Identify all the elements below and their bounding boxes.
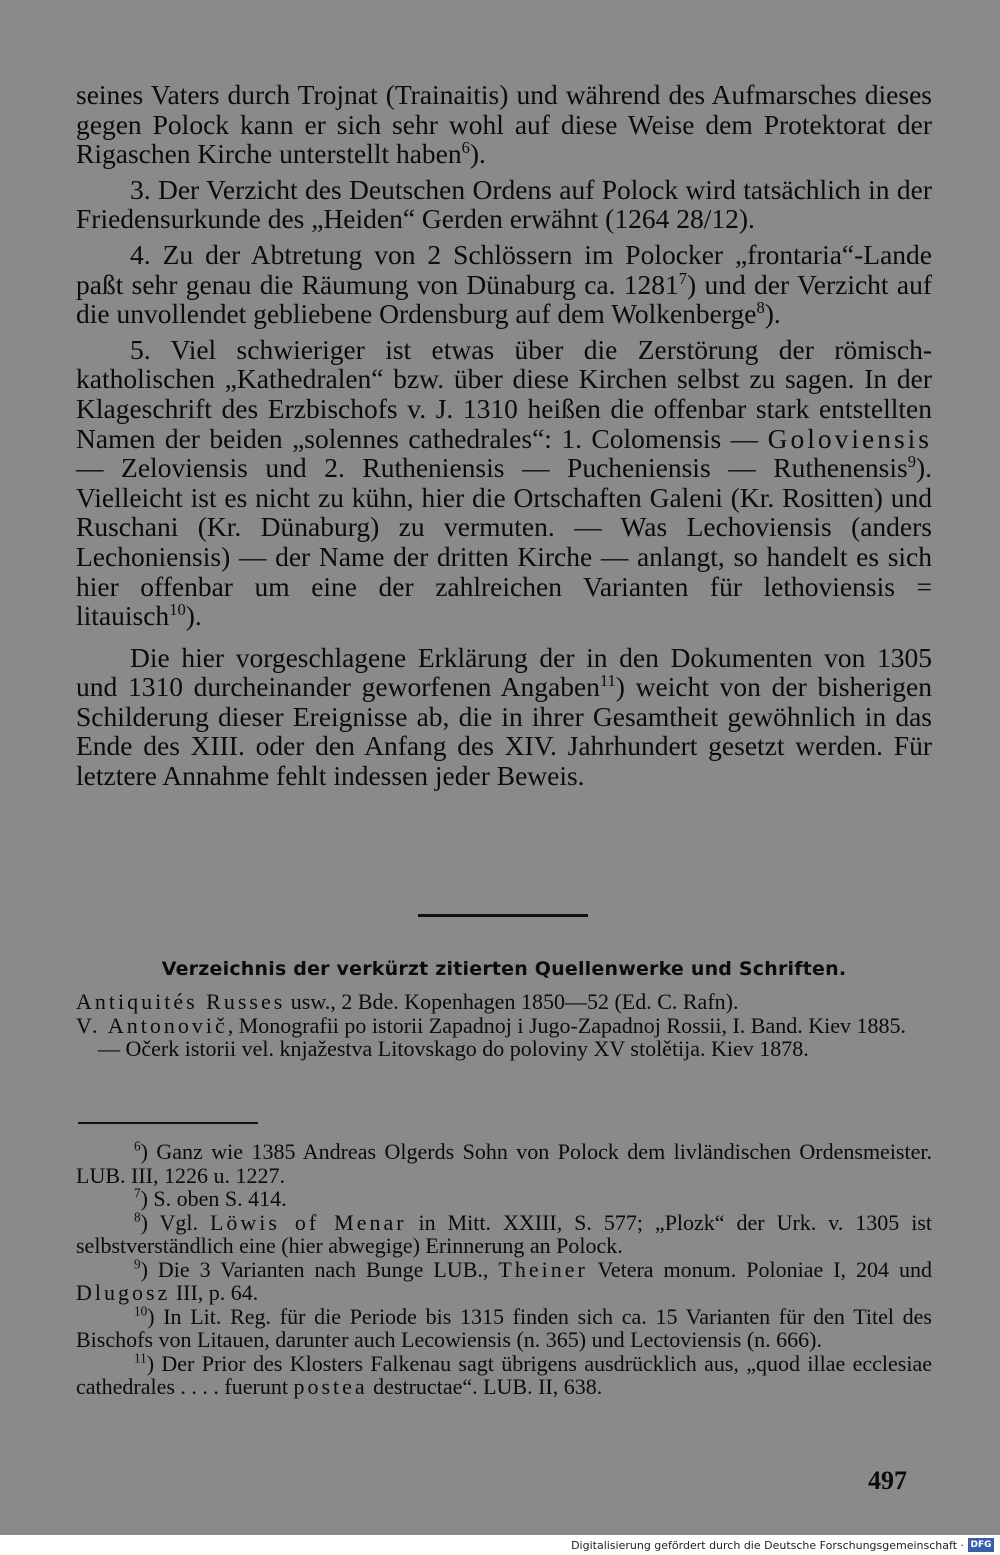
footnote-11 <box>76 1352 932 1399</box>
footnote-8 <box>76 1211 932 1258</box>
text: — Očerk istorii vel. knjažestva Litovskago do poloviny XV stolětija. Kiev 1878. <box>98 1036 809 1061</box>
section-divider <box>418 914 588 917</box>
footnote-10 <box>76 1305 932 1352</box>
bibliography-entry <box>76 990 932 1014</box>
main-text <box>76 80 932 797</box>
footnote-ref[interactable]: 10 <box>169 599 186 619</box>
footnote-6 <box>76 1140 932 1187</box>
text: ). <box>764 298 781 330</box>
spaced-text: Theiner <box>498 1256 588 1282</box>
paragraph-5 <box>76 643 932 791</box>
paragraph-2 <box>76 175 932 234</box>
footnotes <box>76 1140 932 1399</box>
text: 5. Viel schwieriger ist etwas über die Zerstörung der römisch-katholischen „Kathedralen“ bzw. über diese Kirchen selbst zu sagen. In der Klageschrift des Erzbischofs v. J. 1310 heißen die offenbar stark entstellten Namen der beiden „solennes cathedrales“: 1. Colomensis — <box>76 333 932 454</box>
spaced-text: Antiquités Russes <box>76 989 286 1014</box>
text: destructae“. LUB. II, 638. <box>367 1374 603 1399</box>
footnote-mark: 8 <box>134 1209 141 1225</box>
spaced-text: Goloviensis <box>767 422 932 454</box>
text: ) weicht von der bisherigen Schilderung dieser Ereignisse ab, die in ihrer Gesamtheit gewöhnlich in das Ende des XIII. oder den Anfang des XIV. Jahrhundert gesetzt werden. Für letztere Annahme fehlt indessen jeder Beweis. <box>76 671 932 792</box>
footnote-mark: 6 <box>134 1138 141 1154</box>
text: ) und der Verzicht auf die unvollendet gebliebene Ordensburg auf dem Wolkenberge <box>76 268 932 330</box>
text: ) In Lit. Reg. für die Periode bis 1315 finden sich ca. 15 Varianten für den Titel des Bischofs von Litauen, darunter auch Lecowiensis (n. 365) und Lectoviensis (n. 666). <box>76 1303 932 1352</box>
text: ). <box>469 138 486 170</box>
text: ) Ganz wie 1385 Andreas Olgerds Sohn von Polock dem livländischen Ordensmeister. LUB. III, 1226 u. 1227. <box>76 1139 932 1188</box>
paragraph-1 <box>76 80 932 169</box>
text: ). <box>185 600 202 632</box>
spaced-text: V. Antonovič <box>76 1012 228 1038</box>
footnote-7 <box>76 1187 932 1211</box>
dfg-logo[interactable]: DFG <box>968 1538 994 1552</box>
footnote-mark: 11 <box>134 1350 147 1366</box>
text: — Zeloviensis und 2. Rutheniensis — Pucheniensis — Ruthenensis <box>76 452 908 484</box>
text: 3. Der Verzicht des Deutschen Ordens auf Polock wird tatsächlich in der Friedensurkunde des „Heiden“ Gerden erwähnt (1264 28/12). <box>76 173 932 235</box>
footnote-mark: 9 <box>134 1256 141 1272</box>
text: , Monografii po istorii Zapadnoj i Jugo-Zapadnoj Rossii, I. Band. Kiev 1885. <box>227 1012 906 1038</box>
text: ). Vielleicht ist es nicht zu kühn, hier die Ortschaften Galeni (Kr. Rositten) und Ruschani (Kr. Dünaburg) zu vermuten. — Was Lechoviensis (anders Lechoniensis) — der Name der dritten Kirche — anlangt, so handelt es sich hier offenbar um eine der zahlreichen Varianten für lethoviensis = litauisch <box>76 452 932 632</box>
footnote-ref[interactable]: 6 <box>461 138 470 158</box>
text: ) Der Prior des Klosters Falkenau sagt übrigens ausdrücklich aus, „quod illae ecclesiae cathedrales . . . . fuerunt <box>76 1350 932 1399</box>
footnote-ref[interactable]: 7 <box>678 268 688 288</box>
footnote-ref[interactable]: 8 <box>756 298 765 317</box>
text: 4. Zu der Abtretung von 2 Schlössern im Polocker „frontaria“-Lande paßt sehr genau die Räumung von Dünaburg ca. 1281 <box>76 238 932 300</box>
footnote-mark: 7 <box>134 1185 141 1201</box>
footnote-divider <box>78 1122 258 1124</box>
footer-credit[interactable]: Digitalisierung gefördert durch die Deutsche Forschungsgemeinschaft · <box>571 1539 964 1552</box>
page-number: 497 <box>868 1466 907 1495</box>
bibliography-entry <box>76 1037 932 1061</box>
spaced-text: Löwis of Menar <box>209 1209 407 1235</box>
footnote-ref[interactable]: 9 <box>907 451 916 471</box>
spaced-text: Dlugosz <box>76 1280 171 1305</box>
text: ) Die 3 Varianten nach Bunge LUB., <box>140 1256 499 1282</box>
paragraph-3 <box>76 240 932 329</box>
paragraph-4 <box>76 335 932 631</box>
footer-bar <box>0 1535 1000 1555</box>
text: ) S. oben S. 414. <box>140 1186 287 1211</box>
text: Die hier vorgeschlagene Erklärung der in den Dokumenten von 1305 und 1310 durcheinander geworfenen Angaben <box>76 641 932 703</box>
text: seines Vaters durch Trojnat (Trainaitis) und während des Aufmarsches dieses gegen Polock kann er sich sehr wohl auf diese Weise dem Protektorat der Rigaschen Kirche unterstellt haben <box>76 79 932 170</box>
footnote-mark: 10 <box>134 1303 148 1319</box>
text: in Mitt. XXIII, S. 577; „Plozk“ der Urk. v. 1305 ist selbstverständlich eine (hier abwegige) Erinnerung an Polock. <box>76 1209 932 1258</box>
bibliography-heading: Verzeichnis der verkürzt zitierten Quellenwerke und Schriften. <box>161 958 847 980</box>
footnote-9 <box>76 1258 932 1305</box>
text: ) Vgl. <box>140 1209 210 1235</box>
bibliography-entry <box>76 1014 932 1038</box>
bibliography <box>76 990 932 1061</box>
text: Vetera monum. Poloniae I, 204 und <box>587 1256 932 1282</box>
footnote-ref[interactable]: 11 <box>599 671 616 691</box>
text: usw., 2 Bde. Kopenhagen 1850—52 (Ed. C. Rafn). <box>285 989 739 1014</box>
text: III, p. 64. <box>170 1280 259 1305</box>
spaced-text: postea <box>293 1374 368 1399</box>
